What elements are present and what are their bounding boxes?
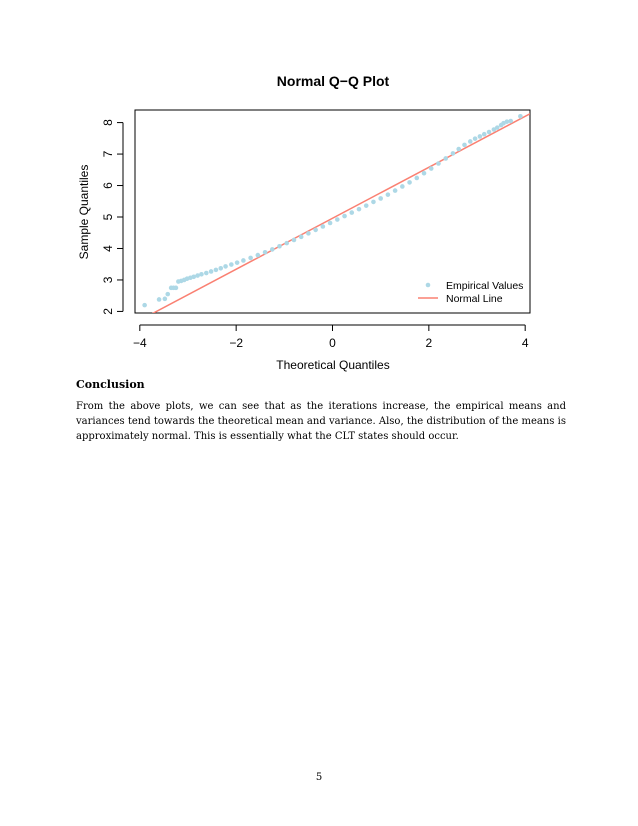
y-tick-label: 4	[101, 245, 115, 252]
empirical-point	[478, 134, 483, 139]
empirical-point	[218, 266, 223, 271]
conclusion-heading: Conclusion	[76, 378, 145, 391]
empirical-point	[313, 228, 318, 233]
empirical-point	[495, 125, 500, 130]
x-tick-label: −4	[132, 336, 147, 350]
empirical-point	[214, 268, 219, 273]
empirical-point	[241, 258, 246, 263]
x-tick-label: 0	[329, 336, 336, 350]
conclusion-body: From the above plots, we can see that as the iterations increase, the empirical means and variances tend towards the theoretical mean and variance. Also, the distribution of the means is approximately normal. This is essentially what the CLT states should occur.	[76, 401, 566, 442]
empirical-point	[505, 119, 510, 124]
y-tick-label: 7	[101, 150, 115, 158]
empirical-point	[157, 297, 162, 302]
empirical-point	[456, 147, 461, 152]
y-tick-label: 3	[101, 276, 115, 284]
qq-plot	[0, 0, 638, 380]
empirical-point	[223, 264, 228, 269]
empirical-point	[482, 132, 487, 137]
empirical-point	[407, 180, 412, 185]
empirical-point	[508, 119, 513, 124]
y-tick-label: 2	[101, 308, 115, 315]
empirical-point	[256, 253, 261, 258]
empirical-point	[174, 286, 179, 291]
empirical-point	[473, 136, 478, 141]
empirical-point	[270, 247, 275, 252]
empirical-point	[165, 292, 170, 297]
empirical-point	[357, 207, 362, 212]
empirical-point	[306, 231, 311, 236]
empirical-point	[321, 224, 326, 229]
empirical-point	[386, 192, 391, 197]
x-axis-label: Theoretical Quantiles	[276, 358, 390, 372]
x-tick-label: −2	[229, 336, 244, 350]
y-tick-label: 8	[101, 119, 115, 126]
empirical-point	[248, 256, 253, 261]
empirical-point	[414, 176, 419, 181]
page-number: 5	[315, 772, 323, 783]
empirical-point	[487, 130, 492, 135]
empirical-point	[263, 250, 268, 255]
y-tick-label: 6	[101, 182, 115, 189]
empirical-point	[292, 238, 297, 243]
chart-title: Normal Q−Q Plot	[276, 73, 390, 89]
empirical-point	[378, 196, 383, 201]
empirical-point	[436, 161, 441, 166]
empirical-point	[342, 214, 347, 219]
empirical-point	[277, 244, 282, 249]
empirical-point	[335, 217, 340, 222]
empirical-point	[229, 262, 234, 267]
empirical-point	[299, 235, 304, 240]
empirical-point	[462, 143, 467, 148]
empirical-point	[209, 269, 214, 274]
empirical-point	[235, 260, 240, 265]
conclusion-section	[76, 378, 566, 444]
legend-point-key	[426, 283, 431, 288]
empirical-point	[393, 188, 398, 193]
empirical-point	[163, 297, 168, 302]
empirical-point	[204, 271, 209, 276]
x-tick-label: 2	[425, 336, 433, 350]
empirical-point	[518, 114, 523, 119]
empirical-point	[400, 184, 405, 189]
empirical-point	[451, 151, 456, 156]
empirical-point	[328, 221, 333, 226]
empirical-point	[349, 210, 354, 215]
x-tick-label: 4	[521, 336, 529, 350]
legend-label: Empirical Values	[446, 280, 524, 292]
empirical-point	[468, 139, 473, 144]
empirical-point	[443, 156, 448, 161]
empirical-point	[422, 171, 427, 176]
y-tick-label: 5	[101, 213, 115, 221]
y-axis-label: Sample Quantiles	[77, 164, 91, 260]
legend-label: Normal Line	[446, 293, 503, 305]
empirical-point	[364, 203, 369, 208]
empirical-point	[142, 303, 147, 308]
empirical-point	[371, 200, 376, 205]
empirical-point	[429, 166, 434, 171]
empirical-point	[199, 272, 204, 277]
empirical-point	[284, 241, 289, 246]
